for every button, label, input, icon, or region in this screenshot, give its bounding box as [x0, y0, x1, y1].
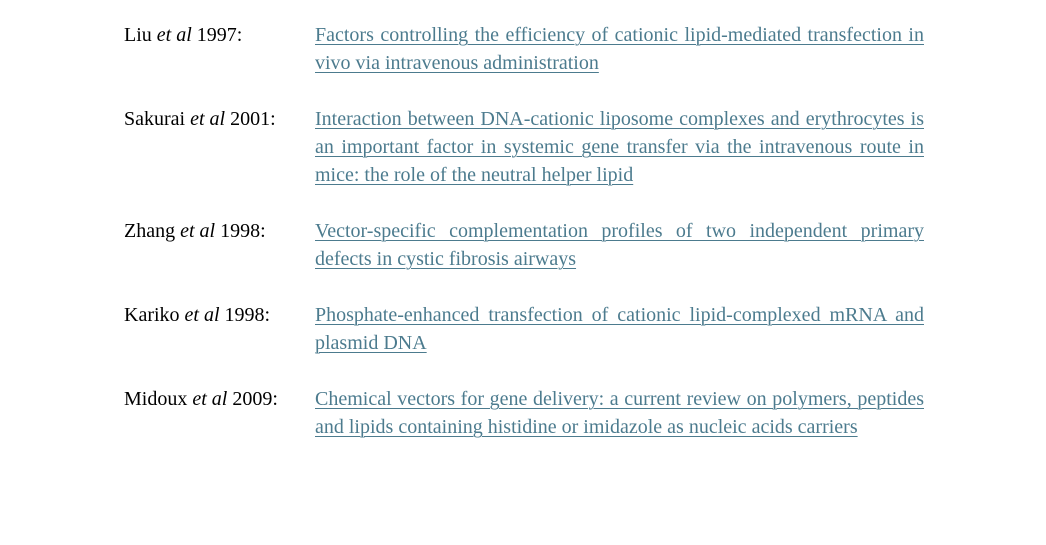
- citation-author: Sakurai: [124, 108, 186, 130]
- reference-entry: [124, 301, 924, 357]
- reference-citation: [124, 385, 315, 413]
- citation-etal: et al: [180, 220, 216, 242]
- reference-entry: [124, 105, 924, 189]
- citation-etal: et al: [190, 108, 226, 130]
- citation-author: Liu: [124, 24, 152, 46]
- citation-etal: et al: [184, 304, 220, 326]
- reference-entry: [124, 217, 924, 273]
- citation-year: 2001:: [230, 108, 276, 130]
- citation-author: Midoux: [124, 388, 188, 410]
- reference-title-link[interactable]: Vector-specific complementation profiles of two independent primary defects in cystic fibrosis airways: [315, 220, 924, 270]
- citation-etal: et al: [156, 24, 192, 46]
- reference-citation: [124, 217, 315, 245]
- reference-citation: [124, 21, 315, 49]
- reference-title-link[interactable]: Chemical vectors for gene delivery: a current review on polymers, peptides and lipids containing histidine or imidazole as nucleic acids carriers: [315, 388, 924, 438]
- reference-citation: [124, 105, 315, 133]
- citation-year: 1998:: [224, 304, 271, 326]
- reference-entry: [124, 21, 924, 77]
- citation-author: Zhang: [124, 220, 176, 242]
- reference-title-link[interactable]: Interaction between DNA-cationic liposome complexes and erythrocytes is an important factor in systemic gene transfer via the intravenous route in mice: the role of the neutral helper lipid: [315, 108, 924, 186]
- citation-year: 1997:: [196, 24, 243, 46]
- reference-title-link[interactable]: Phosphate-enhanced transfection of cationic lipid-complexed mRNA and plasmid DNA: [315, 304, 924, 354]
- citation-author: Kariko: [124, 304, 180, 326]
- citation-etal: et al: [192, 388, 228, 410]
- citation-year: 2009:: [232, 388, 278, 410]
- reference-title-link[interactable]: Factors controlling the efficiency of cationic lipid-mediated transfection in vivo via intravenous administration: [315, 24, 924, 74]
- citation-year: 1998:: [220, 220, 266, 242]
- reference-list: [124, 21, 924, 469]
- reference-entry: [124, 385, 924, 441]
- reference-citation: [124, 301, 315, 329]
